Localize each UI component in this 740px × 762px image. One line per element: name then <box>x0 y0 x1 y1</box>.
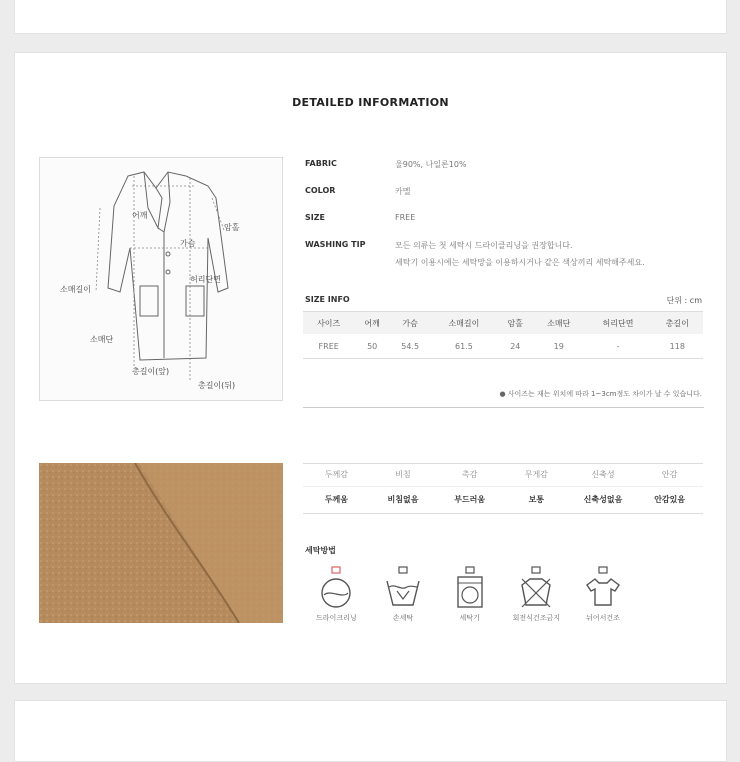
size-unit: 단위 : cm <box>666 296 702 305</box>
size-col-header: 사이즈 <box>303 312 354 335</box>
feel-header: 촉감 <box>436 463 503 486</box>
dry-clean-icon <box>316 565 356 609</box>
wash-label: 회전식건조금지 <box>512 614 560 622</box>
size-info-title: SIZE INFO <box>305 295 350 304</box>
wash-icons <box>303 565 703 623</box>
wash-item <box>370 565 437 623</box>
wash-label: 손세탁 <box>392 614 414 622</box>
label-shoulder: 어깨 <box>132 211 148 220</box>
size-cell: 61.5 <box>430 334 497 359</box>
top-card <box>14 0 727 34</box>
size-col-header: 어깨 <box>354 312 390 335</box>
feel-value: 안감있음 <box>636 486 703 514</box>
size-diagram <box>39 157 283 401</box>
label-length-back: 총길이(뒤) <box>198 381 236 390</box>
size-cell: 50 <box>354 334 390 359</box>
size-cell: 118 <box>652 334 703 359</box>
wash-item <box>303 565 370 623</box>
size-col-header: 허리단면 <box>584 312 651 335</box>
feel-value: 두께움 <box>303 486 370 514</box>
size-table-header <box>303 312 703 335</box>
size-note: ● 사이즈는 재는 위치에 따라 1~3cm정도 차이가 날 수 있습니다. <box>499 390 702 398</box>
size-col-header: 소매길이 <box>430 312 497 335</box>
coat-diagram-illustration <box>40 158 282 400</box>
feel-value: 부드러움 <box>436 486 503 514</box>
size-cell: - <box>584 334 651 359</box>
size-col-header: 암홀 <box>497 312 533 335</box>
section-title: DETAILED INFORMATION <box>292 96 449 109</box>
fabric-swatch-image <box>39 463 283 623</box>
hand-wash-icon <box>383 565 423 609</box>
label-length-front: 총길이(앞) <box>132 367 170 376</box>
wash-label: 세탁기 <box>459 614 480 622</box>
info-key: FABRIC <box>305 159 337 168</box>
label-armhole: 암홀 <box>224 223 240 232</box>
no-tumble-dry-icon <box>516 565 556 609</box>
wash-item <box>503 565 570 623</box>
info-key: WASHING TIP <box>305 240 366 249</box>
feel-value: 신축성없음 <box>570 486 637 514</box>
info-value: 모든 의류는 첫 세탁시 드라이클리닝을 권장합니다. <box>395 241 573 250</box>
feel-value: 보통 <box>503 486 570 514</box>
size-col-header: 총길이 <box>652 312 703 335</box>
info-value: 울90%, 나일론10% <box>395 160 467 169</box>
info-key: SIZE <box>305 213 326 222</box>
table-row <box>303 334 703 359</box>
bottom-card <box>14 700 727 762</box>
feel-header: 무게감 <box>503 463 570 486</box>
size-cell: 54.5 <box>390 334 430 359</box>
label-sleeve-end: 소매단 <box>90 335 114 344</box>
detail-card <box>14 52 727 684</box>
label-sleeve-length: 소매길이 <box>60 285 91 294</box>
wash-item <box>436 565 503 623</box>
size-cell: 19 <box>533 334 584 359</box>
feel-header: 두께감 <box>303 463 370 486</box>
feel-header: 안감 <box>636 463 703 486</box>
feel-value: 비침없음 <box>370 486 437 514</box>
size-col-header: 가슴 <box>390 312 430 335</box>
info-value-2: 세탁기 이용시에는 세탁망을 이용하시거나 같은 색상끼리 세탁해주세요. <box>395 258 645 267</box>
label-waist: 허리단면 <box>190 275 221 284</box>
divider <box>303 407 704 408</box>
wash-title: 세탁방법 <box>305 546 336 555</box>
wash-label: 드라이크리닝 <box>316 614 357 622</box>
info-value: FREE <box>395 213 416 222</box>
wash-label: 뉘어서건조 <box>586 614 620 622</box>
flat-dry-icon <box>583 565 623 609</box>
label-chest: 가슴 <box>180 239 196 248</box>
size-table <box>303 311 703 359</box>
fabric-feel-table <box>303 463 703 514</box>
wash-item <box>570 565 637 623</box>
feel-header: 비침 <box>370 463 437 486</box>
info-value: 카멜 <box>395 187 411 196</box>
size-cell: 24 <box>497 334 533 359</box>
size-cell: FREE <box>303 334 354 359</box>
feel-header: 신축성 <box>570 463 637 486</box>
size-col-header: 소매단 <box>533 312 584 335</box>
info-key: COLOR <box>305 186 336 195</box>
washing-machine-icon <box>450 565 490 609</box>
